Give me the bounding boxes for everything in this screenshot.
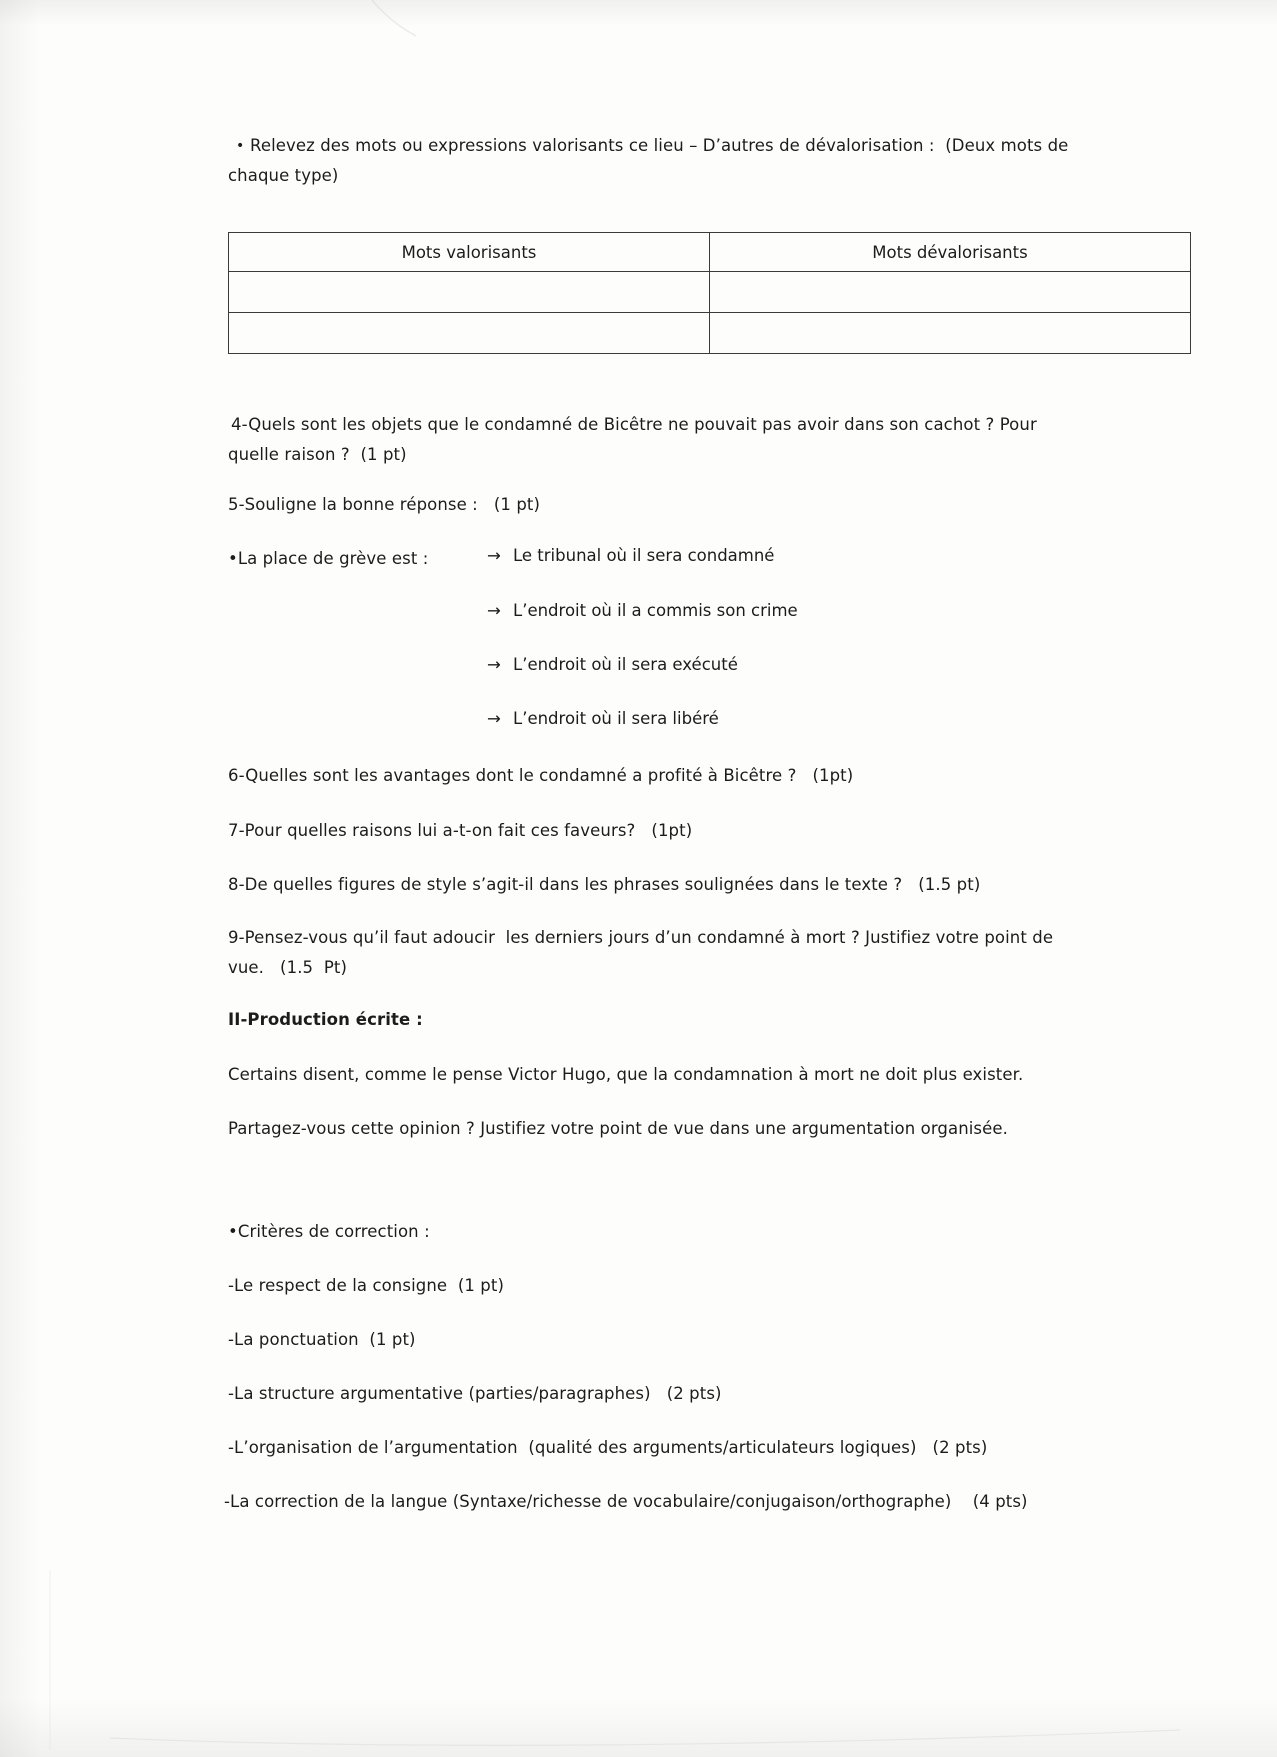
scan-shadow-top [0,0,1277,26]
criteria-title: •Critères de correction : [228,1222,430,1241]
table-row [229,272,1191,313]
question-9-line-2: vue. (1.5 Pt) [228,958,347,977]
question-5-choice-1[interactable] [487,546,774,565]
choice-label: L’endroit où il a commis son crime [513,601,798,620]
arrow-icon: → [487,709,501,728]
choice-label: Le tribunal où il sera condamné [513,546,775,565]
scan-shadow-left [0,0,40,1757]
arrow-icon: → [487,655,501,674]
arrow-icon: → [487,546,501,565]
table-cell-devalorisants-2[interactable] [710,313,1191,354]
production-line-2: Partagez-vous cette opinion ? Justifiez votre point de vue dans une argumentation organisée. [228,1119,1008,1138]
question-8: 8-De quelles figures de style s’agit-il dans les phrases soulignées dans le texte ? (1.5 pt) [228,875,981,894]
intro-line-1: Relevez des mots ou expressions valorisants ce lieu – D’autres de dévalorisation : (Deux mots de [250,136,1069,155]
question-7: 7-Pour quelles raisons lui a-t-on fait ces faveurs? (1pt) [228,821,693,840]
table-cell-valorisants-1[interactable] [229,272,710,313]
question-6: 6-Quelles sont les avantages dont le condamné a profité à Bicêtre ? (1pt) [228,766,854,785]
arrow-icon: → [487,601,501,620]
table-cell-valorisants-2[interactable] [229,313,710,354]
question-5-prompt: •La place de grève est : [228,549,429,568]
question-5-choice-3[interactable] [487,655,738,674]
words-table [228,232,1191,354]
intro-bullet-icon: • [236,138,245,154]
criteria-item-5: -La correction de la langue (Syntaxe/richesse de vocabulaire/conjugaison/orthographe) (4 pts) [224,1492,1028,1511]
production-line-1: Certains disent, comme le pense Victor Hugo, que la condamnation à mort ne doit plus exister. [228,1065,1024,1084]
choice-label: L’endroit où il sera libéré [513,709,719,728]
table-cell-devalorisants-1[interactable] [710,272,1191,313]
scan-artifact-bottom [40,1560,1220,1750]
question-9-line-1: 9-Pensez-vous qu’il faut adoucir les derniers jours d’un condamné à mort ? Justifiez votre point de [228,928,1054,947]
table-header-valorisants: Mots valorisants [229,233,710,272]
criteria-item-4: -L’organisation de l’argumentation (qualité des arguments/articulateurs logiques) (2 pts) [228,1438,988,1457]
question-5-choice-4[interactable] [487,709,719,728]
scan-shadow-bottom [0,1697,1277,1757]
choice-label: L’endroit où il sera exécuté [513,655,738,674]
criteria-item-3: -La structure argumentative (parties/paragraphes) (2 pts) [228,1384,722,1403]
scan-artifact-top [370,0,430,40]
question-5-choice-2[interactable] [487,601,798,620]
question-5: 5-Souligne la bonne réponse : (1 pt) [228,495,541,514]
production-title: II-Production écrite : [228,1010,423,1029]
table-header-devalorisants: Mots dévalorisants [710,233,1191,272]
criteria-item-2: -La ponctuation (1 pt) [228,1330,416,1349]
criteria-item-1: -Le respect de la consigne (1 pt) [228,1276,504,1295]
table-header-row [229,233,1191,272]
question-4-line-2: quelle raison ? (1 pt) [228,445,407,464]
intro-line-2: chaque type) [228,166,339,185]
question-4-line-1: 4-Quels sont les objets que le condamné de Bicêtre ne pouvait pas avoir dans son cachot ? Pour [231,415,1037,434]
table-row [229,313,1191,354]
